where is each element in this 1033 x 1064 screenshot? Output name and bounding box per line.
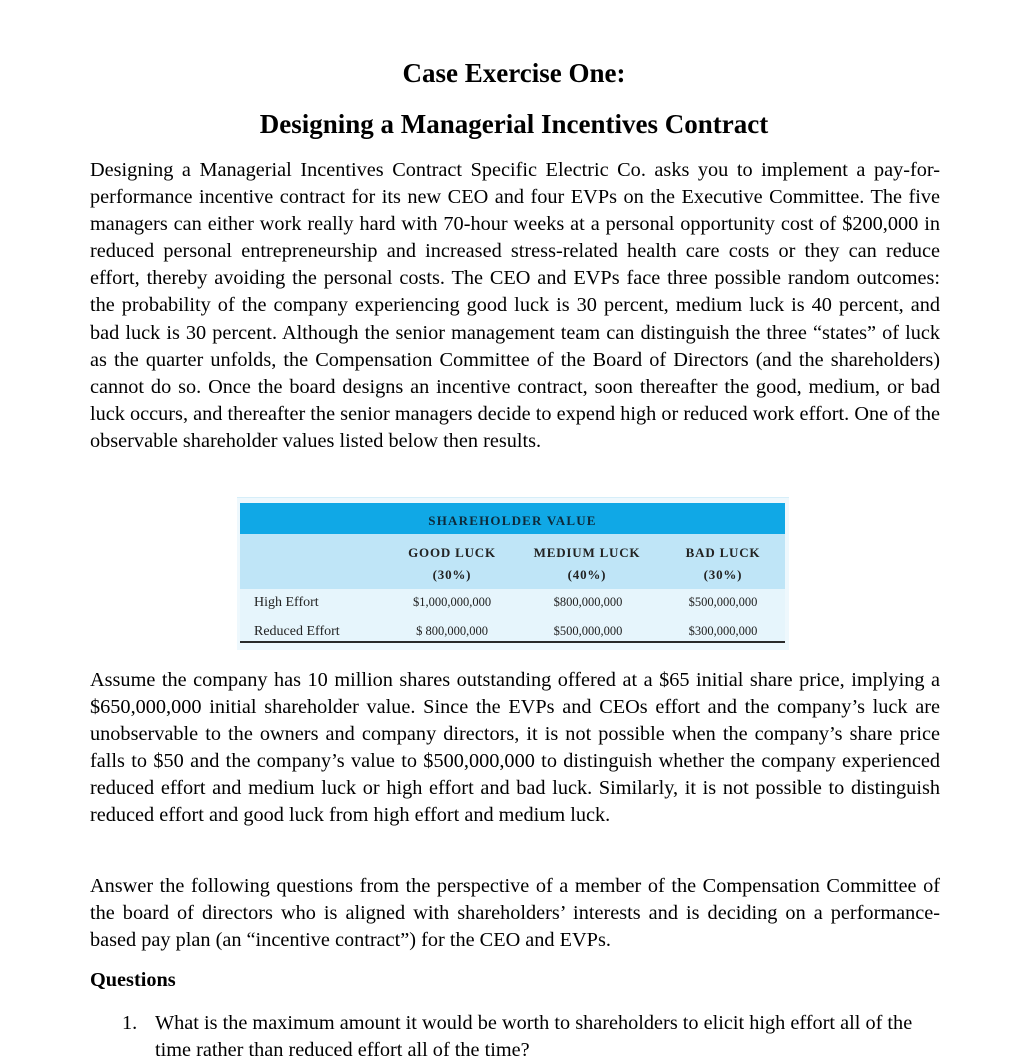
table-cell: $500,000,000 xyxy=(553,624,623,638)
instruction-paragraph: Answer the following questions from the perspective of a member of the Compensation Committee of the board of directors who is aligned with shareholders’ interests and is deciding on a performance-based pay plan (an “incentive contract”) for the CEO and EVPs. xyxy=(90,875,940,952)
column-probability: (40%) xyxy=(567,567,607,582)
case-subtitle: Designing a Managerial Incentives Contract xyxy=(259,109,769,139)
table-header-title: SHAREHOLDER VALUE xyxy=(428,513,597,528)
table-cell: $ 800,000,000 xyxy=(416,624,488,638)
table-cell: $300,000,000 xyxy=(688,624,758,638)
column-header-good-luck xyxy=(392,542,512,586)
column-probability: (30%) xyxy=(432,567,472,582)
row-label-reduced-effort: Reduced Effort xyxy=(254,624,340,639)
row-label-high-effort: High Effort xyxy=(254,595,319,610)
shareholder-value-table xyxy=(237,497,789,650)
column-name: GOOD LUCK xyxy=(408,545,496,560)
question-item xyxy=(90,1010,940,1064)
table-bottom-rule xyxy=(240,641,785,643)
table-cell: $1,000,000,000 xyxy=(412,595,492,609)
questions-heading: Questions xyxy=(90,969,176,991)
case-title: Case Exercise One: xyxy=(402,58,626,88)
column-probability: (30%) xyxy=(703,567,743,582)
table-header-bar xyxy=(240,503,785,534)
column-name: BAD LUCK xyxy=(685,545,761,560)
intro-paragraph: Designing a Managerial Incentives Contract Specific Electric Co. asks you to implement a pay-for-performance incentive contract for its new CEO and four EVPs on the Executive Committee. The five managers can either work really hard with 70-hour weeks at a personal opportunity cost of $200,000 in reduced personal entrepreneurship and increased stress-related health care costs or they can reduce effort, thereby avoiding the personal costs. The CEO and EVPs face three possible random outcomes: the probability of the company experiencing good luck is 30 percent, medium luck is 40 percent, and bad luck is 30 percent. Although the senior management team can distinguish the three “states” of luck as the quarter unfolds, the Compensation Committee of the Board of Directors (and the shareholders) cannot do so. Once the board designs an incentive contract, soon thereafter the good, medium, or bad luck occurs, and thereafter the senior managers decide to expend high or reduced work effort. One of the observable shareholder values listed below then results. xyxy=(90,159,940,452)
questions-list xyxy=(90,1010,940,1064)
question-text: What is the maximum amount it would be worth to shareholders to elicit high effort all of the time rather than reduced effort all of the time? xyxy=(155,1012,913,1061)
column-header-medium-luck xyxy=(522,542,652,586)
table-cell: $800,000,000 xyxy=(553,595,623,609)
column-name: MEDIUM LUCK xyxy=(533,545,641,560)
column-header-bad-luck xyxy=(667,542,779,586)
table-cell: $500,000,000 xyxy=(688,595,758,609)
assumption-paragraph: Assume the company has 10 million shares outstanding offered at a $65 initial share price, implying a $650,000,000 initial shareholder value. Since the EVPs and CEOs effort and the company’s luck are unobservable to the owners and company directors, it is not possible when the company’s share price falls to $50 and the company’s value to $500,000,000 to distinguish whether the company experienced reduced effort and medium luck or high effort and bad luck. Similarly, it is not possible to distinguish reduced effort and good luck from high effort and medium luck. xyxy=(90,669,940,827)
question-number: 1. xyxy=(122,1012,138,1034)
